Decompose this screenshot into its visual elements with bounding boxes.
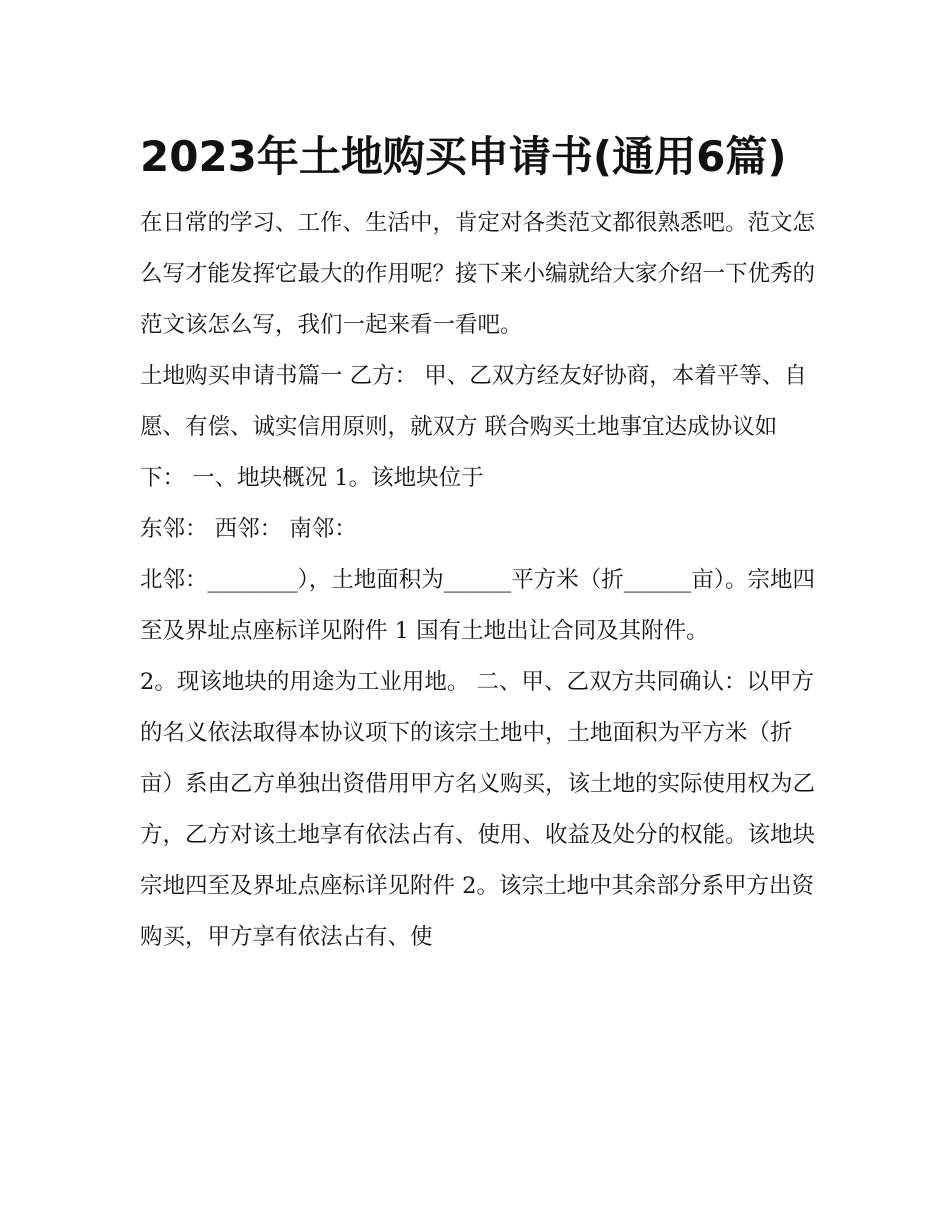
paragraph-neighbors: 东邻： 西邻： 南邻：	[140, 516, 357, 542]
paragraph-usage: 2。现该地块的用途为工业用地。 二、甲、乙双方共同确认：以甲方的名义依法取得本协议项下的该宗土地中，土地面积为平方米（折亩）系由乙方单独出资借用甲方名义购买，该土地的实际使用权为乙方，乙方对该土地享有依法占有、使用、收益及处分的权能。该地块宗地四至及界址点座标详见附件 2。该宗土地中其余部分系甲方出资购买，甲方享有依法占有、使	[140, 669, 816, 950]
paragraph-area: 北邻：________），土地面积为______平方米（折______亩）。宗地四至及界址点座标详见附件 1 国有土地出让合同及其附件。	[140, 567, 816, 644]
document-title: 2023年土地购买申请书(通用6篇)	[140, 132, 787, 181]
paragraph-intro: 在日常的学习、工作、生活中，肯定对各类范文都很熟悉吧。范文怎么写才能发挥它最大的作用呢？接下来小编就给大家介绍一下优秀的范文该怎么写，我们一起来看一看吧。	[140, 210, 816, 338]
paragraph-article-one: 土地购买申请书篇一 乙方： 甲、乙双方经友好协商，本着平等、自愿、有偿、诚实信用原则，就双方 联合购买土地事宜达成协议如下： 一、地块概况 1。该地块位于	[140, 363, 807, 491]
document-page	[140, 118, 820, 963]
